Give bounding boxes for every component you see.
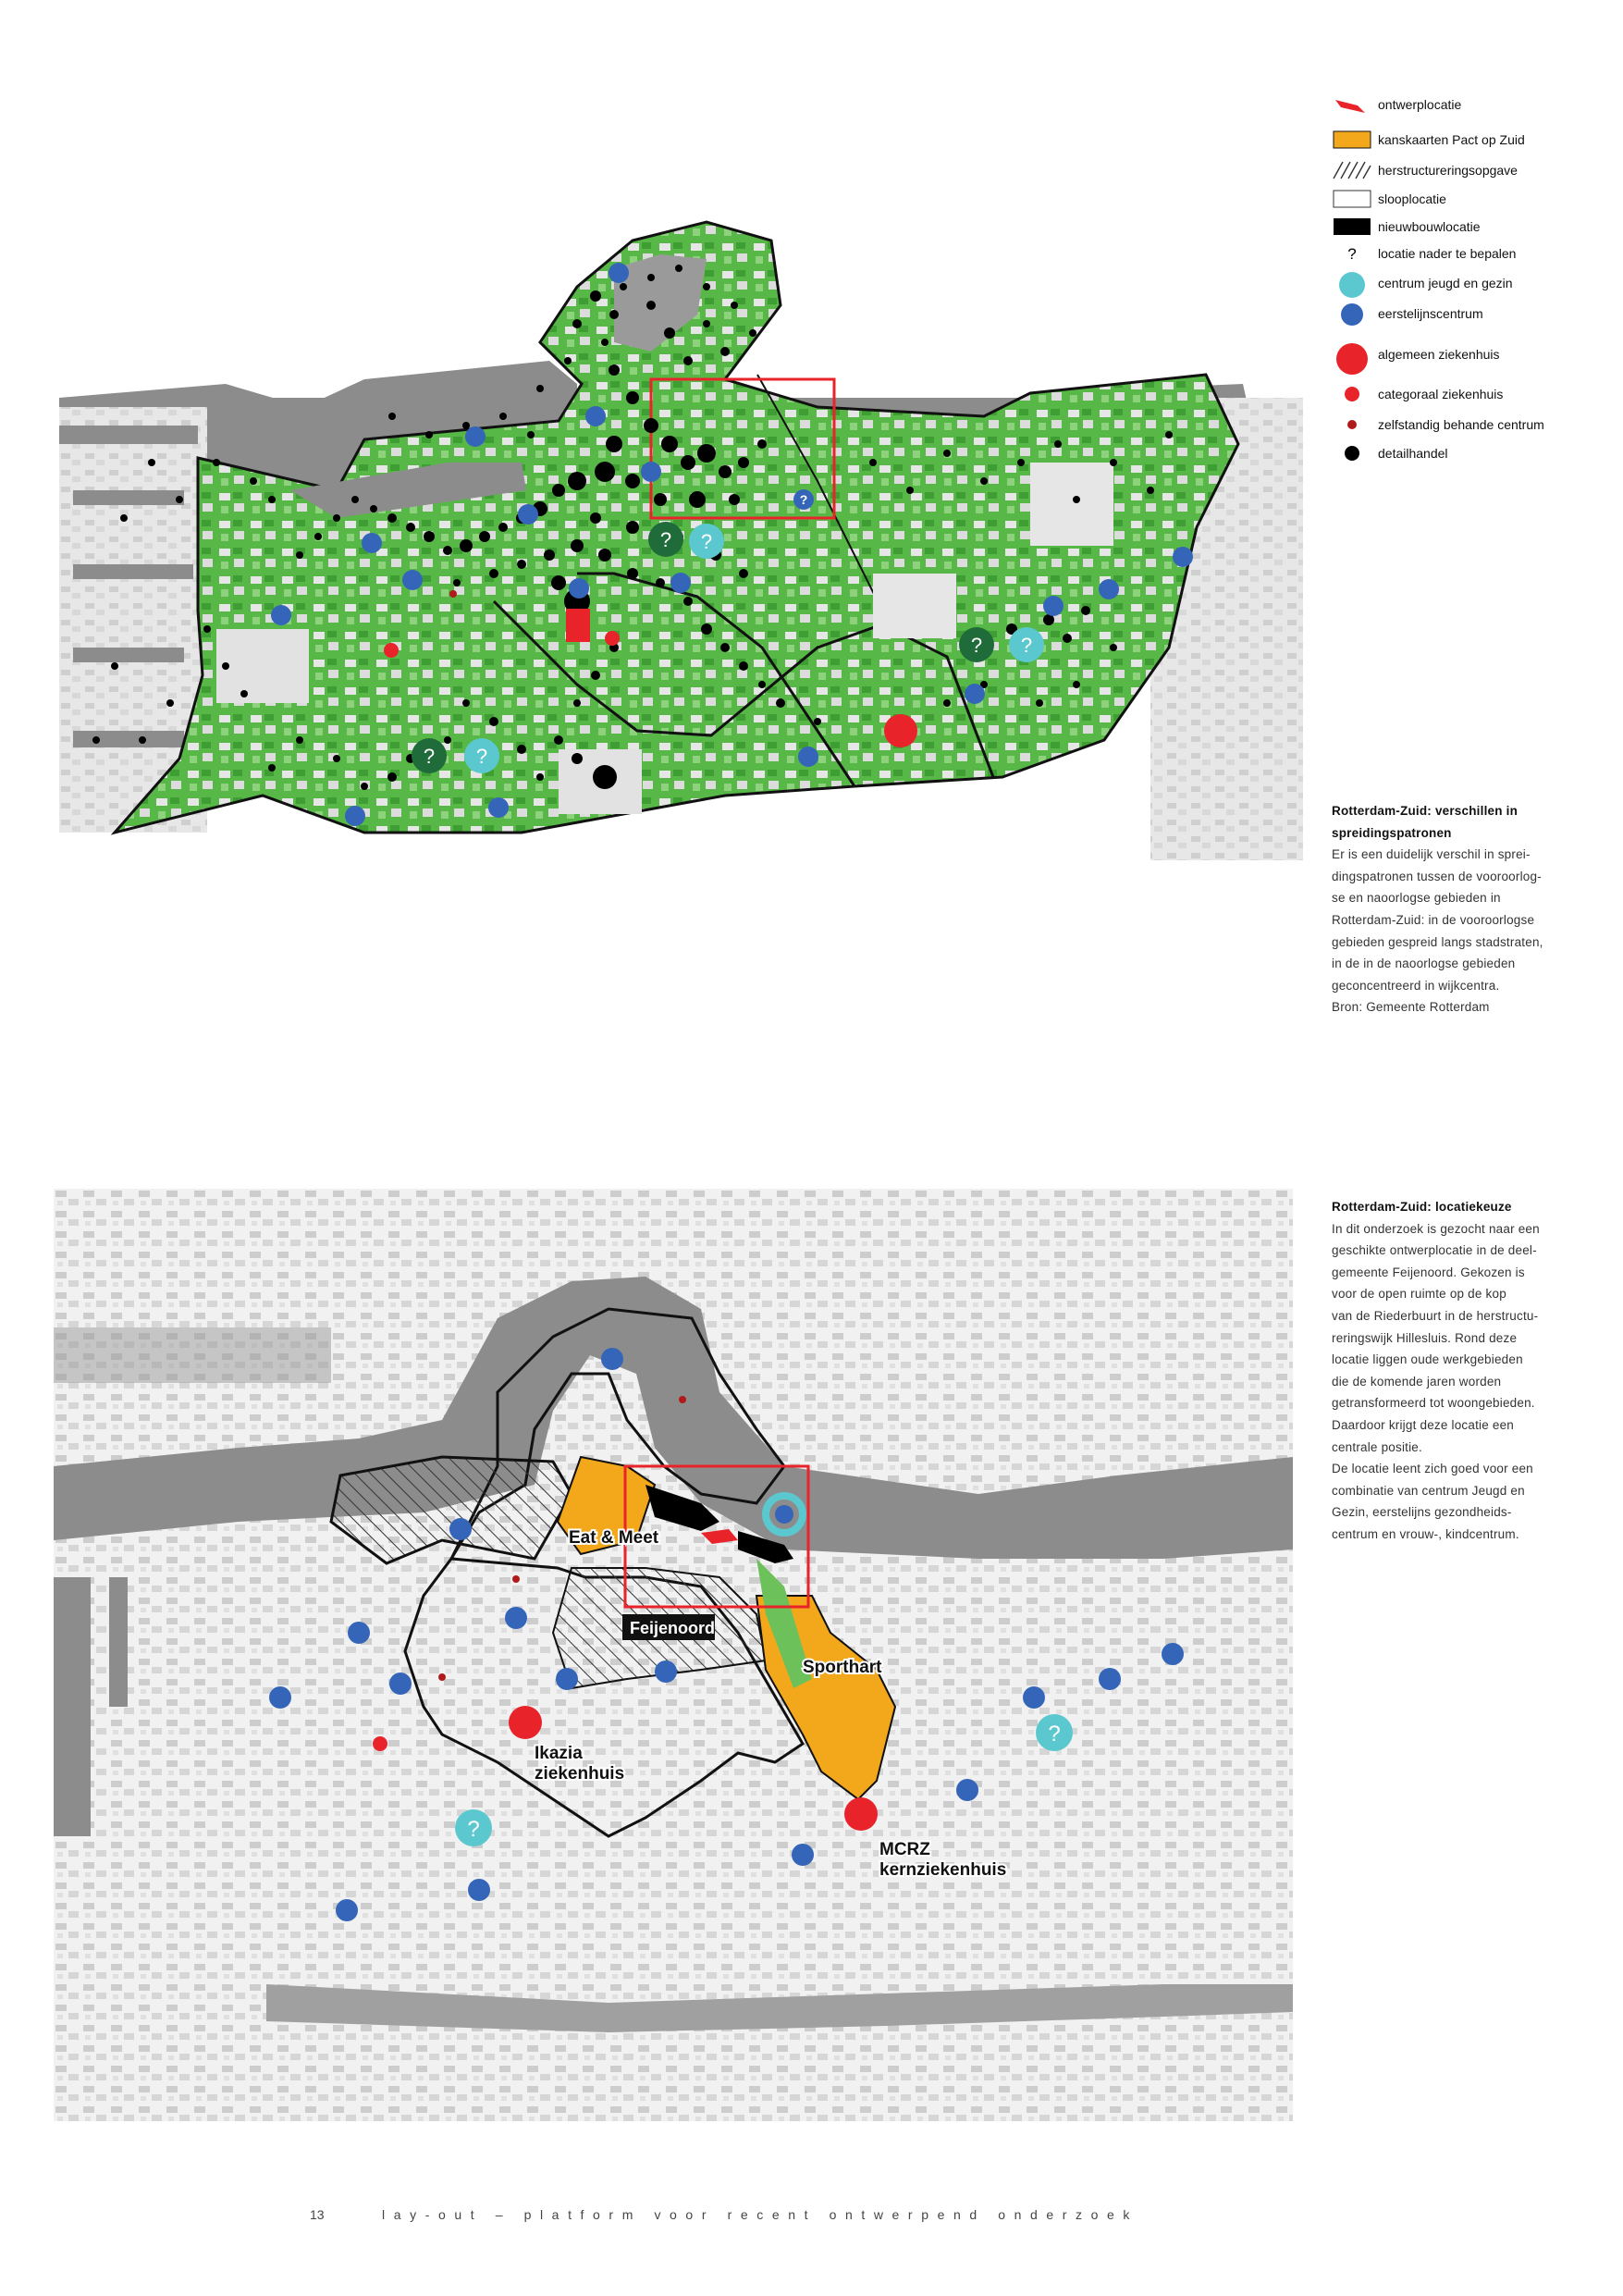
caption1-line: Er is een duidelijk verschil in sprei- [1332,847,1531,862]
label-mcrz-1: MCRZ [879,1840,930,1859]
caption-spreidingspatronen [1332,800,1609,1018]
caption2-line: voor de open ruimte op de kop [1332,1287,1506,1302]
caption2-line: centrum en vrouw-, kindcentrum. [1332,1526,1519,1541]
map1-canvas [59,185,1303,976]
svg-text:?: ? [1048,1722,1061,1747]
svg-text:?: ? [1020,634,1033,657]
caption1-line: in de in de naoorlogse gebieden [1332,957,1516,971]
caption2-line: die de komende jaren worden [1332,1374,1502,1389]
caption2-line: Gezin, eerstelijns gezondheids- [1332,1505,1512,1520]
white-box-icon [1334,191,1371,207]
label-ikazia-2: ziekenhuis [535,1764,625,1784]
caption1-line: geconcentreerd in wijkcentra. [1332,978,1500,993]
caption2-line: In dit onderzoek is gezocht naar een [1332,1221,1540,1236]
footer-text: lay-out – platform voor recent ontwerpend onderzoek [382,2207,1139,2222]
caption1-title-line: Rotterdam-Zuid: verschillen in [1332,804,1518,818]
caption2-line: reringswijk Hillesluis. Rond deze [1332,1330,1518,1345]
label-feijenoord: Feijenoord [630,1619,716,1637]
caption1-line: Bron: Gemeente Rotterdam [1332,1000,1490,1015]
svg-text:?: ? [700,530,713,553]
caption2-line: van de Riederbuurt in de herstructu- [1332,1308,1539,1323]
legend-item-nader-te-bepalen: ? locatie nader te bepalen [1347,245,1517,263]
caption2-line: geschikte ontwerplocatie in de deel- [1332,1243,1537,1258]
svg-text:?: ? [467,1817,480,1842]
map1-question-blue: ? [799,492,808,507]
blue-circle-icon [1341,303,1363,326]
ikazia-hospital-marker [509,1706,542,1739]
svg-text:?: ? [423,745,436,768]
caption2-line: gemeente Feijenoord. Gekozen is [1332,1265,1525,1279]
page-number: 13 [310,2207,325,2222]
label-ikazia-1: Ikazia [535,1744,583,1763]
legend-item-eerstelijnscentrum: eerstelijnscentrum [1332,302,1483,326]
map-distribution-patterns [59,185,1303,976]
black-circle-icon [1345,446,1359,461]
caption1-title-line: spreidingspatronen [1332,825,1452,840]
general-hospital-marker-1 [884,714,917,747]
legend-item-zelfstandig-centrum: zelfstandig behande centrum [1332,413,1544,437]
label-mcrz-2: kernziekenhuis [879,1860,1007,1880]
large-red-circle-icon [1336,343,1368,375]
svg-text:?: ? [659,528,672,551]
label-eat-meet: Eat & Meet [569,1528,659,1548]
caption2-title-line: Rotterdam-Zuid: locatiekeuze [1332,1200,1512,1214]
legend-item-herstructurering: herstructureringsopgave [1332,158,1518,182]
svg-text:?: ? [475,745,488,768]
legend-item-jeugd-gezin: centrum jeugd en gezin [1332,271,1513,295]
legend-item-ontwerplocatie: ontwerplocatie [1332,93,1461,117]
caption1-line: se en naoorlogse gebieden in [1332,891,1501,906]
legend-item-detailhandel: detailhandel [1332,441,1448,465]
legend-item-slooplocatie: slooplocatie [1332,187,1446,211]
legend-item-algemeen-ziekenhuis: algemeen ziekenhuis [1332,342,1500,366]
mcrz-hospital-marker [844,1797,878,1831]
design-location-marker-1 [566,609,590,642]
map-location-choice [54,1189,1293,2121]
question-mark-icon: ? [1347,245,1357,263]
svg-text:?: ? [970,634,983,657]
cyan-circle-icon [1339,272,1365,298]
black-box-icon [1334,218,1371,235]
caption2-line: De locatie leent zich goed voor een [1332,1462,1533,1476]
caption2-line: Daardoor krijgt deze locatie een [1332,1417,1515,1432]
label-sporthart: Sporthart [803,1658,882,1677]
caption2-line: combinatie van centrum Jeugd en [1332,1483,1525,1498]
map2-canvas [54,1189,1293,2121]
caption1-line: gebieden gespreid langs stadstraten, [1332,934,1543,949]
caption2-line: centrale positie. [1332,1439,1422,1454]
red-circle-icon [1345,387,1359,401]
orange-box-icon [1334,131,1371,148]
legend-item-categoraal-ziekenhuis: categoraal ziekenhuis [1332,382,1503,406]
caption1-line: Rotterdam-Zuid: in de vooroorlogse [1332,912,1535,927]
small-darkred-circle-icon [1347,420,1357,429]
caption2-line: locatie liggen oude werkgebieden [1332,1352,1523,1367]
hatch-icon [1332,158,1372,182]
caption1-line: dingspatronen tussen de vooroorlog- [1332,869,1542,883]
legend-item-nieuwbouwlocatie: nieuwbouwlocatie [1332,215,1481,239]
ontwerplocatie-icon [1335,100,1365,113]
caption-locatiekeuze [1332,1196,1609,1546]
caption2-line: getransformeerd tot woongebieden. [1332,1396,1535,1411]
legend-item-kanskaarten: kanskaarten Pact op Zuid [1332,128,1525,152]
